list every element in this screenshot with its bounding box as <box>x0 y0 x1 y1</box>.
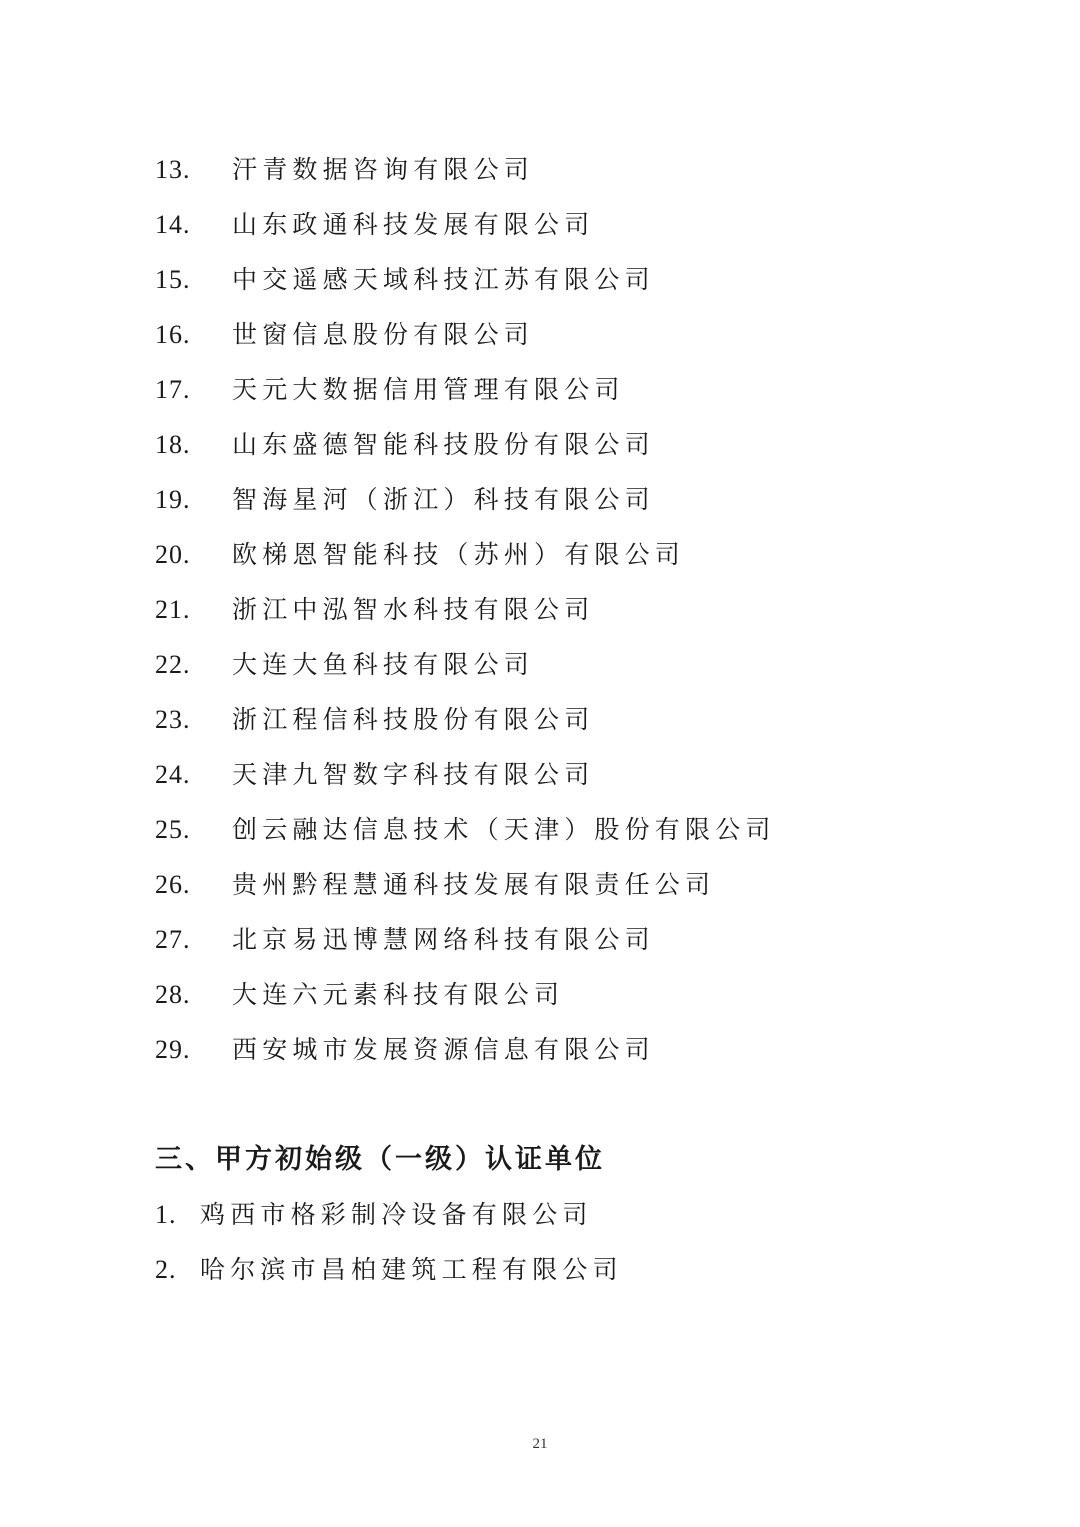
item-number: 16. <box>155 320 191 349</box>
company-name: 哈尔滨市昌柏建筑工程有限公司 <box>200 1255 623 1284</box>
list-item <box>0 370 1080 410</box>
list-item <box>0 700 1080 740</box>
list-item <box>0 645 1080 685</box>
item-number: 19. <box>155 485 191 514</box>
item-number: 17. <box>155 375 191 404</box>
company-name: 北京易迅博慧网络科技有限公司 <box>232 925 655 954</box>
list-item <box>0 1030 1080 1070</box>
item-number: 22. <box>155 650 191 679</box>
item-number: 1. <box>155 1200 177 1229</box>
list-item <box>0 315 1080 355</box>
item-number: 28. <box>155 980 191 1009</box>
list-item <box>0 975 1080 1015</box>
list-item <box>0 535 1080 575</box>
company-name: 浙江中泓智水科技有限公司 <box>232 595 595 624</box>
item-number: 13. <box>155 155 191 184</box>
list-item <box>0 865 1080 905</box>
company-name: 创云融达信息技术（天津）股份有限公司 <box>232 815 776 844</box>
item-number: 25. <box>155 815 191 844</box>
company-name: 汗青数据咨询有限公司 <box>232 155 535 184</box>
list-item <box>0 1195 1080 1235</box>
item-number: 2. <box>155 1255 177 1284</box>
item-number: 29. <box>155 1035 191 1064</box>
item-number: 18. <box>155 430 191 459</box>
company-name: 山东盛德智能科技股份有限公司 <box>232 430 655 459</box>
item-number: 23. <box>155 705 191 734</box>
company-name: 中交遥感天域科技江苏有限公司 <box>232 265 655 294</box>
item-number: 21. <box>155 595 191 624</box>
list-item <box>0 590 1080 630</box>
company-name: 大连大鱼科技有限公司 <box>232 650 535 679</box>
company-name: 天元大数据信用管理有限公司 <box>232 375 625 404</box>
company-name: 欧梯恩智能科技（苏州）有限公司 <box>232 540 686 569</box>
list-item <box>0 920 1080 960</box>
item-number: 26. <box>155 870 191 899</box>
list-item <box>0 150 1080 190</box>
company-name: 山东政通科技发展有限公司 <box>232 210 595 239</box>
section-heading: 三、甲方初始级（一级）认证单位 <box>155 1144 605 1175</box>
company-name: 浙江程信科技股份有限公司 <box>232 705 595 734</box>
item-number: 14. <box>155 210 191 239</box>
company-name: 大连六元素科技有限公司 <box>232 980 565 1009</box>
company-name: 世窗信息股份有限公司 <box>232 320 535 349</box>
list-item <box>0 810 1080 850</box>
page-number: 21 <box>532 1436 548 1452</box>
list-item <box>0 1250 1080 1290</box>
item-number: 20. <box>155 540 191 569</box>
company-name: 贵州黔程慧通科技发展有限责任公司 <box>232 870 716 899</box>
item-number: 24. <box>155 760 191 789</box>
list-item <box>0 480 1080 520</box>
company-name: 天津九智数字科技有限公司 <box>232 760 595 789</box>
company-name: 西安城市发展资源信息有限公司 <box>232 1035 655 1064</box>
list-item <box>0 260 1080 300</box>
list-item <box>0 205 1080 245</box>
item-number: 27. <box>155 925 191 954</box>
item-number: 15. <box>155 265 191 294</box>
company-name: 鸡西市格彩制冷设备有限公司 <box>200 1200 593 1229</box>
list-item <box>0 425 1080 465</box>
company-name: 智海星河（浙江）科技有限公司 <box>232 485 655 514</box>
list-item <box>0 755 1080 795</box>
